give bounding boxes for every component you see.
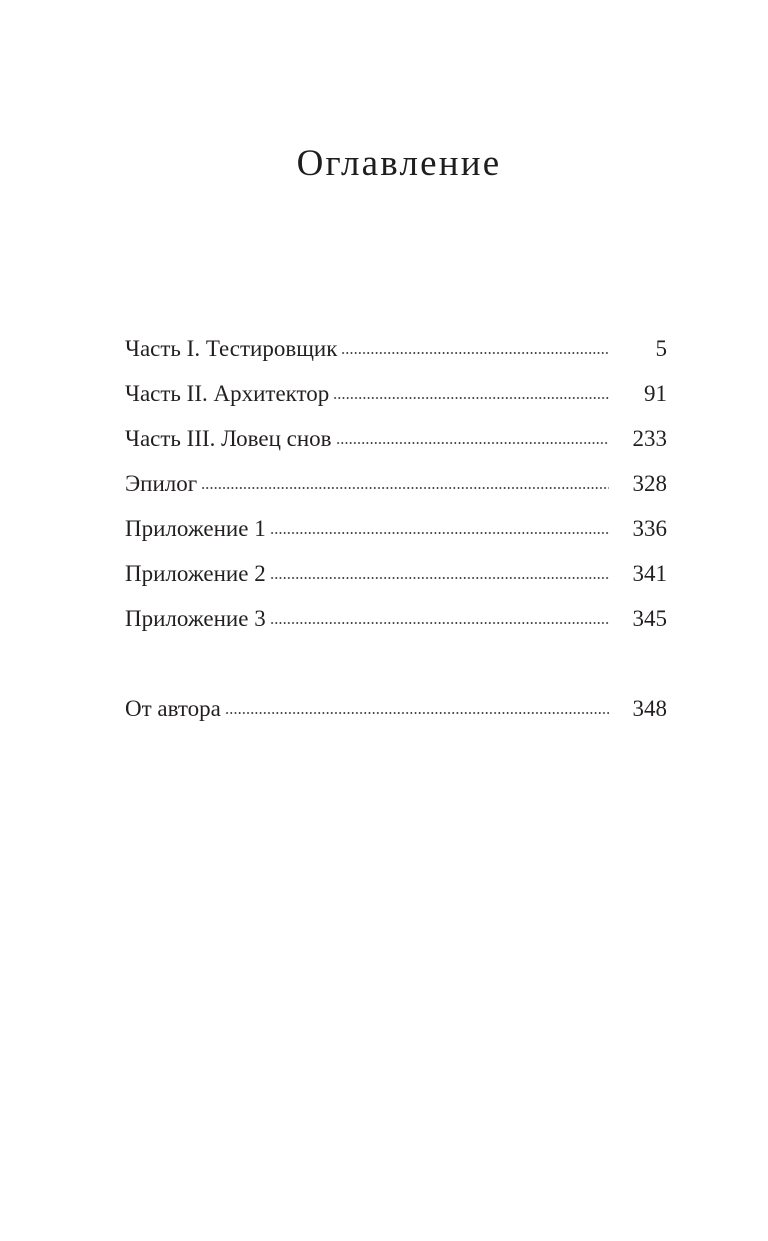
- toc-group-afterword: [125, 693, 667, 738]
- toc-entry-page-number: 328: [632, 471, 667, 496]
- toc-entry-page-number: 5: [655, 336, 667, 361]
- table-of-contents: [125, 333, 667, 738]
- toc-entry-label: Часть III. Ловец снов: [125, 426, 332, 451]
- dot-leader: [270, 606, 609, 626]
- toc-entry[interactable]: [125, 423, 667, 468]
- toc-entry-label: Эпилог: [125, 471, 198, 496]
- toc-entry-page-number: 345: [632, 606, 667, 631]
- toc-entry[interactable]: [125, 333, 667, 378]
- toc-entry-page-number: 341: [632, 561, 667, 586]
- toc-entry-page-number: 336: [632, 516, 667, 541]
- dot-leader: [336, 426, 609, 446]
- toc-entry-label: Приложение 1: [125, 516, 266, 541]
- toc-entry-page-number: 233: [632, 426, 667, 451]
- dot-leader: [270, 516, 609, 536]
- toc-entry-label: Приложение 3: [125, 606, 266, 631]
- page-title: Оглавление: [296, 143, 502, 184]
- toc-entry-page-number: 91: [644, 381, 667, 406]
- toc-entry-label: Приложение 2: [125, 561, 266, 586]
- toc-entry-label: Часть I. Тестировщик: [125, 336, 338, 361]
- toc-entry-label: От автора: [125, 696, 221, 721]
- toc-entry-label: Часть II. Архитектор: [125, 381, 330, 406]
- toc-group-main: [125, 333, 667, 648]
- dot-leader: [225, 696, 609, 716]
- toc-entry[interactable]: [125, 513, 667, 558]
- toc-entry[interactable]: [125, 693, 667, 738]
- toc-entry[interactable]: [125, 603, 667, 648]
- dot-leader: [270, 561, 609, 581]
- toc-entry[interactable]: [125, 468, 667, 513]
- dot-leader: [201, 471, 609, 491]
- toc-entry[interactable]: [125, 558, 667, 603]
- toc-entry-page-number: 348: [632, 696, 667, 721]
- dot-leader: [333, 381, 609, 401]
- toc-entry[interactable]: [125, 378, 667, 423]
- dot-leader: [341, 336, 609, 356]
